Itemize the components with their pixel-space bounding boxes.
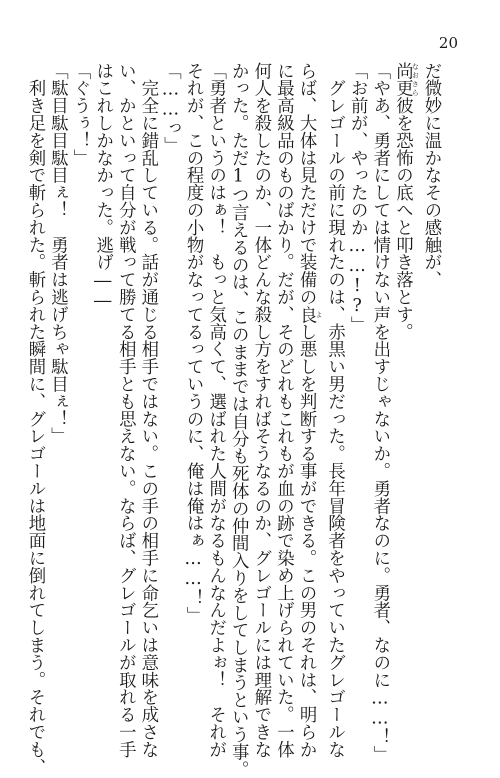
line-text: 「勇者というのはぁ！ もっと気高くて、選ばれた人間がなるもんなんだよぉ！ それが (205, 62, 226, 758)
text-line (23, 62, 46, 776)
line-text: かった。ただ1つ言えるのは、このままでは自分も死体の仲間入りをしてしまうという事。 (228, 62, 249, 778)
text-line (368, 62, 391, 764)
line-text: し悪しを判断する事ができる。この男のそれは、明らか (296, 323, 317, 759)
text-line (136, 62, 159, 758)
text-line (181, 62, 204, 640)
ruby-annotation (296, 305, 324, 324)
text-line (227, 62, 250, 778)
text-line (323, 62, 346, 758)
line-text: 「駄目駄目駄目ぇ！ 勇者は逃げちゃ駄目ぇ！」 (47, 62, 68, 445)
line-text: 何人を殺したのか、一体どんな殺し方をすればそうなるのか、グレゴールには理解できな (250, 62, 271, 758)
text-line (294, 62, 324, 759)
line-text: 彼を恐怖の底へと叩き落とす。 (392, 96, 413, 341)
text-line (346, 62, 369, 640)
line-text: い、かといって自分が戦って勝てる相手とも思えない。ならば、グレゴールが取れる一手 (115, 62, 136, 758)
line-text: に最高級品のものばかり。だが、そのどれもこれもが血の跡で染め上げられていた。一体 (273, 62, 294, 758)
ruby-base: 良 (296, 305, 317, 324)
text-line (391, 62, 420, 640)
text-line (272, 62, 295, 758)
text-line (114, 62, 137, 758)
text-line (159, 62, 182, 640)
ruby-base: 尚更 (392, 62, 413, 97)
line-text: それが、この程度の小物がなってるっていうのに、俺は俺はぁ……！」 (183, 62, 204, 624)
line-text: 利き足を剣で斬られた。斬られた瞬間に、グレゴールは地面に倒れてしまう。それでも、 (24, 62, 45, 776)
line-text: 「……っ」 (160, 62, 181, 155)
line-text: だ微妙に温かなその感触が、 (421, 62, 441, 289)
ruby-reading: よ (315, 305, 324, 324)
line-text: 完全に錯乱している。話が通じる相手ではない。この手の相手に命乞いは意味を成さな (137, 62, 158, 758)
text-line (249, 62, 272, 758)
text-line (46, 62, 69, 640)
line-text: らば、大体は見ただけで装備の (296, 62, 317, 306)
line-text: グレゴールの前に現れたのは、赤黒い男だった。長年冒険者をやっていたグレゴールな (324, 62, 345, 758)
ruby-annotation (392, 62, 420, 97)
line-text: 「ぐうぅ！」 (70, 62, 91, 167)
text-line (419, 62, 442, 640)
text-line (204, 62, 227, 758)
line-text: 「やあ、勇者にしては情けない声を出すじゃないか。勇者なのに。勇者、なのに……！」 (369, 62, 390, 764)
line-text: はこれしかなかった。逃げ―― (92, 62, 113, 311)
body-text (24, 62, 442, 778)
text-line (69, 62, 92, 640)
text-line (91, 62, 114, 640)
line-text: 「お前が、やったのか……!?」 (347, 62, 368, 334)
ruby-reading: なおさら (411, 62, 420, 97)
page-number: 20 (438, 34, 458, 52)
